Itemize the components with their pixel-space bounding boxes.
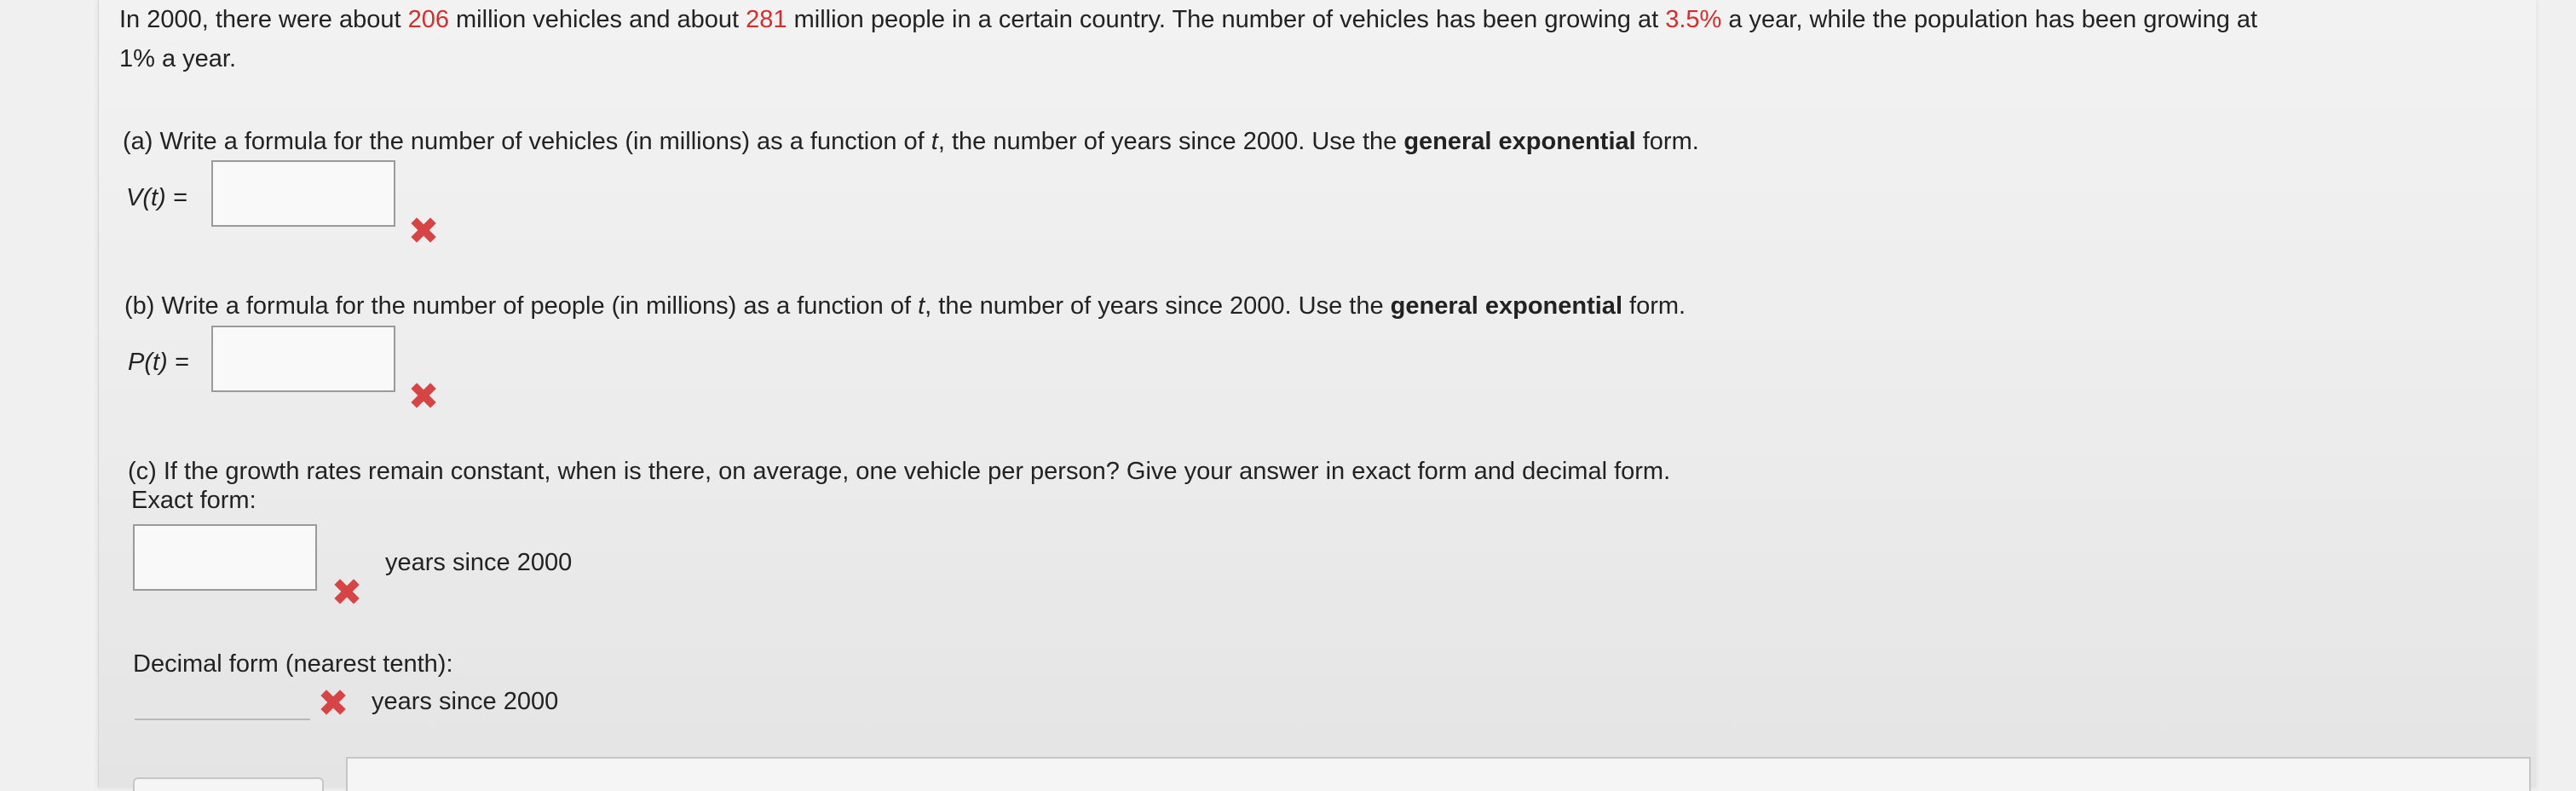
exact-units-label: years since 2000 [385,549,573,576]
submit-button-partial[interactable] [133,777,324,791]
variable-t: t [931,128,938,155]
question-text: form. [1622,292,1686,320]
part-c-question: (c) If the growth rates remain constant, when is there, on average, one vehicle per person? Give your answer in exact form and decimal form. [128,458,1671,485]
question-panel [98,0,2536,788]
p-of-t-label: P(t) = [128,349,189,376]
incorrect-x-icon: ✖ [407,376,440,418]
question-text: , the number of years since 2000. Use the [937,128,1404,155]
emphasis-text: general exponential [1403,128,1636,155]
question-text: (b) Write a formula for the number of people (in millions) as a function of [124,292,919,320]
growth-rate-value: 3.5% [1665,6,1722,33]
variable-t: t [918,292,925,320]
emphasis-text: general exponential [1390,292,1622,320]
incorrect-x-icon: ✖ [331,572,363,614]
part-a-question [123,125,1699,158]
intro-text: In 2000, there were about [119,6,408,33]
exact-form-input[interactable] [133,524,317,591]
part-b-question [124,290,1686,322]
people-value: 281 [746,6,787,33]
v-of-t-label: V(t) = [126,184,187,211]
decimal-form-label: Decimal form (nearest tenth): [133,650,453,678]
question-text: , the number of years since 2000. Use the [925,292,1391,320]
decimal-form-input[interactable] [135,686,310,720]
intro-text: a year, while the population has been growing at [1721,6,2258,33]
p-of-t-input[interactable] [211,326,395,392]
answer-area-partial [346,757,2531,791]
v-of-t-input[interactable] [211,160,395,227]
decimal-units-label: years since 2000 [372,688,559,715]
problem-intro-line2: 1% a year. [119,45,237,72]
intro-text: million people in a certain country. The number of vehicles has been growing at [787,6,1666,33]
question-text: form. [1635,128,1699,155]
incorrect-x-icon: ✖ [407,211,440,252]
intro-text: million vehicles and about [448,6,746,33]
exact-form-label: Exact form: [131,487,256,514]
incorrect-x-icon: ✖ [317,683,349,725]
vehicles-value: 206 [407,6,449,33]
problem-intro-line1 [119,3,2257,36]
question-text: (a) Write a formula for the number of vehicles (in millions) as a function of [123,128,931,155]
